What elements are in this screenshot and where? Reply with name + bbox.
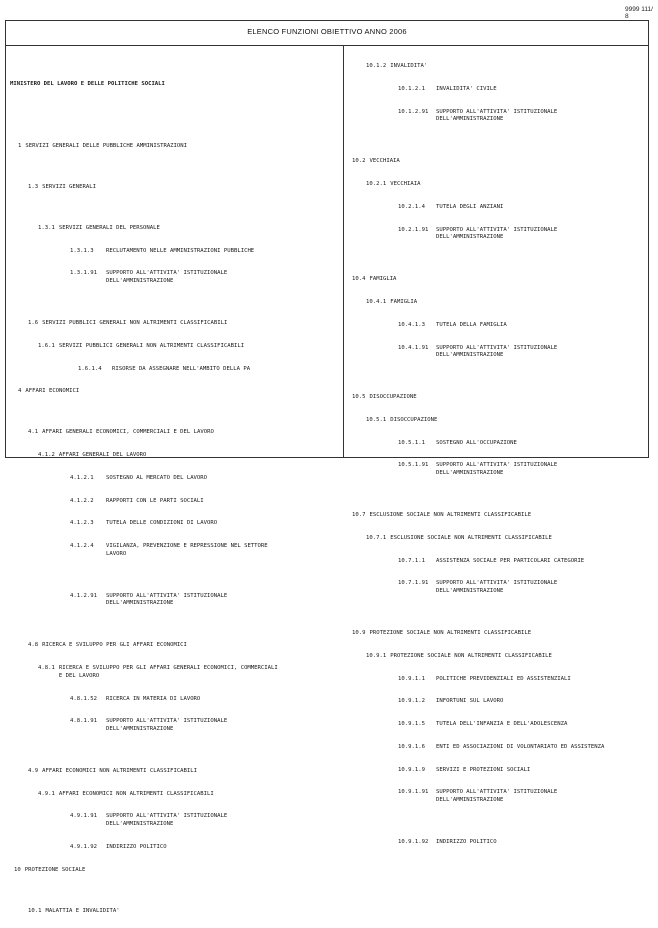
list-item: 4 AFFARI ECONOMICI <box>18 388 80 395</box>
list-item: 10.9.1.2 INFORTUNI SUL LAVORO <box>398 698 504 705</box>
left-column <box>10 48 338 928</box>
list-item: 10.7.1.1 ASSISTENZA SOCIALE PER PARTICOLARI CATEGORIE <box>398 557 585 564</box>
column-divider <box>343 45 344 457</box>
list-item: 4.8.1 RICERCA E SVILUPPO PER GLI AFFARI GENERALI ECONOMICI, COMMERCIALI E DEL LAVORO <box>38 665 282 679</box>
list-item: 10.9 PROTEZIONE SOCIALE NON ALTRIMENTI CLASSIFICABILE <box>352 629 532 636</box>
list-item: 4.1.2.3 TUTELA DELLE CONDIZIONI DI LAVORO <box>70 520 218 527</box>
list-item: 4.1.2.1 SOSTEGNO AL MERCATO DEL LAVORO <box>70 474 208 481</box>
list-item: 10.5 DISOCCUPAZIONE <box>352 394 417 401</box>
document-title: ELENCO FUNZIONI OBIETTIVO ANNO 2006 <box>247 27 407 36</box>
list-item: 4.8 RICERCA E SVILUPPO PER GLI AFFARI ECONOMICI <box>28 642 187 649</box>
list-item: 4.1.2.91 SUPPORTO ALL'ATTIVITA' ISTITUZIONALE DELL'AMMINISTRAZIONE <box>70 592 231 607</box>
list-item: 10.2.1.4 TUTELA DEGLI ANZIANI <box>398 203 504 210</box>
header-divider <box>6 45 648 46</box>
list-item: 10.4.1 FAMIGLIA <box>366 299 418 305</box>
list-item: 10.9.1.1 POLITICHE PREVIDENZIALI ED ASSISTENZIALI <box>398 675 571 682</box>
list-item: 10.9.1.5 TUTELA DELL'INFANZIA E DELL'ADOLESCENZA <box>398 721 568 728</box>
list-item: 10.5.1.1 SOSTEGNO ALL'OCCUPAZIONE <box>398 439 517 446</box>
list-item: 1.6.1.4 RISORSE DA ASSEGNARE NELL'AMBITO DELLA PA <box>78 365 251 372</box>
list-item: 10.7.1.91 SUPPORTO ALL'ATTIVITA' ISTITUZIONALE DELL'AMMINISTRAZIONE <box>398 580 561 594</box>
list-item: 10.1.2.91 SUPPORTO ALL'ATTIVITA' ISTITUZIONALE DELL'AMMINISTRAZIONE <box>398 108 561 123</box>
list-item: 4.9.1.91 SUPPORTO ALL'ATTIVITA' ISTITUZIONALE DELL'AMMINISTRAZIONE <box>70 813 231 827</box>
list-item: 4.1.2 AFFARI GENERALI DEL LAVORO <box>38 452 147 459</box>
list-item: 10.5.1.91 SUPPORTO ALL'ATTIVITA' ISTITUZIONALE DELL'AMMINISTRAZIONE <box>398 462 561 477</box>
list-item: 10.9.1.92 INDIRIZZO POLITICO <box>398 838 497 845</box>
list-item: 1 SERVIZI GENERALI DELLE PUBBLICHE AMMINISTRAZIONI <box>18 142 188 149</box>
list-item: 10.2 VECCHIAIA <box>352 158 400 165</box>
list-item: 1.6 SERVIZI PUBBLICI GENERALI NON ALTRIMENTI CLASSIFICABILI <box>28 320 228 326</box>
list-item: 10.7 ESCLUSIONE SOCIALE NON ALTRIMENTI CLASSIFICABILE <box>352 512 532 519</box>
list-item: 10.4.1.91 SUPPORTO ALL'ATTIVITA' ISTITUZIONALE DELL'AMMINISTRAZIONE <box>398 344 561 359</box>
list-item: 1.3.1 SERVIZI GENERALI DEL PERSONALE <box>38 224 160 231</box>
list-item: 4.1.2.2 RAPPORTI CON LE PARTI SOCIALI <box>70 497 204 504</box>
list-item: 4.9 AFFARI ECONOMICI NON ALTRIMENTI CLASSIFICABILI <box>28 767 198 774</box>
list-item: 10.9.1 PROTEZIONE SOCIALE NON ALTRIMENTI CLASSIFICABILE <box>366 652 552 659</box>
list-item: 10.4.1.3 TUTELA DELLA FAMIGLIA <box>398 321 507 328</box>
list-item: 10.9.1.9 SERVIZI E PROTEZIONI SOCIALI <box>398 766 531 773</box>
list-item: 10.2.1 VECCHIAIA <box>366 181 421 188</box>
list-item: 4.8.1.52 RICERCA IN MATERIA DI LAVORO <box>70 695 201 702</box>
list-item: 4.8.1.91 SUPPORTO ALL'ATTIVITA' ISTITUZIONALE DELL'AMMINISTRAZIONE <box>70 718 231 732</box>
list-item: 10.2.1.91 SUPPORTO ALL'ATTIVITA' ISTITUZIONALE DELL'AMMINISTRAZIONE <box>398 226 561 241</box>
list-item: 1.3.1.3 RECLUTAMENTO NELLE AMMINISTRAZIONI PUBBLICHE <box>70 247 255 254</box>
list-item: 4.1.2.4 VIGILANZA, PREVENZIONE E REPRESSIONE NEL SETTORE LAVORO <box>70 543 272 557</box>
right-column <box>348 48 646 862</box>
list-item: 10.1.2 INVALIDITA' <box>366 63 428 70</box>
ministry-heading: MINISTERO DEL LAVORO E DELLE POLITICHE SOCIALI <box>10 81 165 88</box>
list-item: 10.4 FAMIGLIA <box>352 276 397 283</box>
document-frame <box>5 20 649 914</box>
list-item: 10.9.1.91 SUPPORTO ALL'ATTIVITA' ISTITUZIONALE DELL'AMMINISTRAZIONE <box>398 789 561 803</box>
list-item: 4.9.1 AFFARI ECONOMICI NON ALTRIMENTI CLASSIFICABILI <box>38 790 214 797</box>
list-item: 10.1.2.1 INVALIDITA' CIVILE <box>398 85 497 92</box>
list-item: 1.3 SERVIZI GENERALI <box>28 183 96 190</box>
list-item: 1.3.1.91 SUPPORTO ALL'ATTIVITA' ISTITUZIONALE DELL'AMMINISTRAZIONE <box>70 270 231 285</box>
list-item: 1.6.1 SERVIZI PUBBLICI GENERALI NON ALTRIMENTI CLASSIFICABILI <box>38 342 245 349</box>
list-item: 10.1 MALATTIA E INVALIDITA' <box>28 907 120 914</box>
list-item: 10.7.1 ESCLUSIONE SOCIALE NON ALTRIMENTI CLASSIFICABILE <box>366 534 552 541</box>
list-item: 4.9.1.92 INDIRIZZO POLITICO <box>70 843 167 850</box>
list-item: 10.9.1.6 ENTI ED ASSOCIAZIONI DI VOLONTARIATO ED ASSISTENZA <box>398 743 605 750</box>
list-item: 4.1 AFFARI GENERALI ECONOMICI, COMMERCIALI E DEL LAVORO <box>28 429 214 436</box>
list-item: 10.5.1 DISOCCUPAZIONE <box>366 416 438 423</box>
page-code: 9999 111/ 8 <box>625 6 653 20</box>
list-item: 10 PROTEZIONE SOCIALE <box>14 866 86 873</box>
